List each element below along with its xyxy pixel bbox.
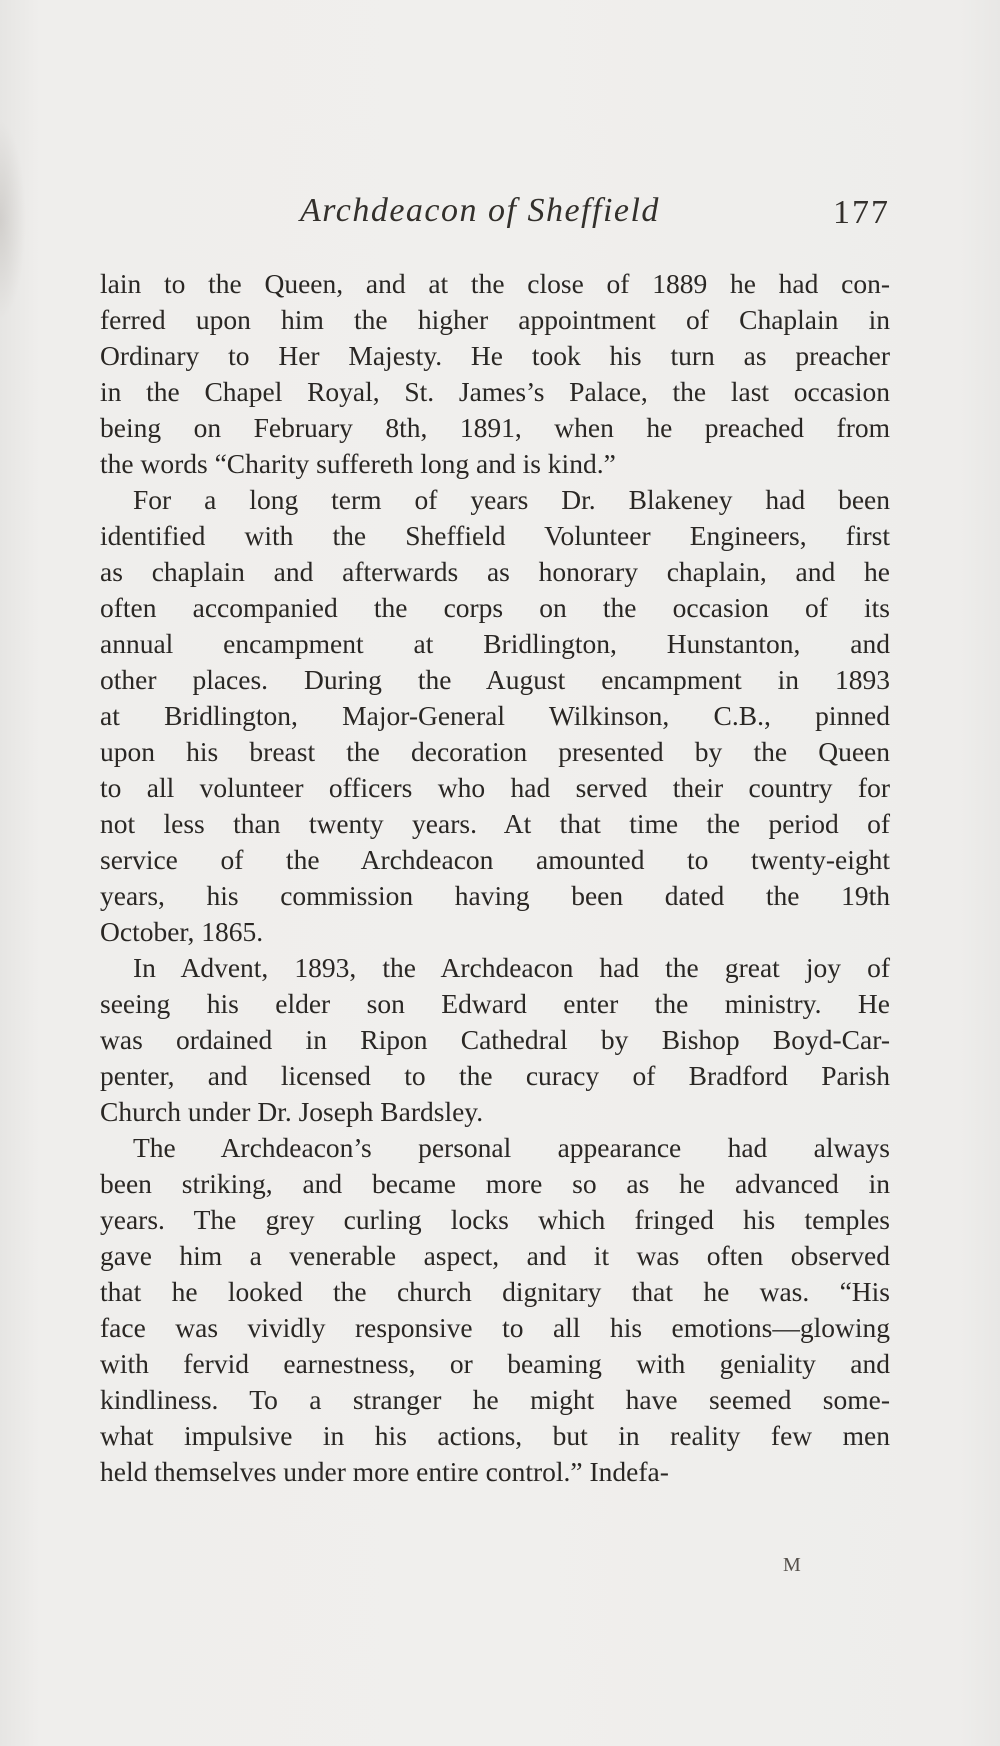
text-line: years. The grey curling locks which fringed his temples — [100, 1204, 890, 1235]
text-line: years, his commission having been dated the 19th — [100, 880, 890, 911]
body-text — [100, 266, 890, 1490]
text-line: In Advent, 1893, the Archdeacon had the great joy of — [133, 952, 890, 983]
text-line: been striking, and became more so as he advanced in — [100, 1168, 890, 1199]
paragraph — [100, 950, 890, 1130]
text-line: identified with the Sheffield Volunteer Engineers, first — [100, 520, 890, 551]
text-line: face was vividly responsive to all his emotions—glowing — [100, 1312, 890, 1343]
running-head — [100, 192, 890, 242]
text-line: at Bridlington, Major-General Wilkinson, C.B., pinned — [100, 700, 890, 731]
text-line: was ordained in Ripon Cathedral by Bishop Boyd-Car- — [100, 1024, 890, 1055]
text-line: in the Chapel Royal, St. James’s Palace, the last occasion — [100, 376, 890, 407]
text-line: being on February 8th, 1891, when he preached from — [100, 412, 890, 443]
signature-mark: M — [783, 1554, 802, 1576]
page-number: 177 — [833, 194, 890, 231]
text-line: Ordinary to Her Majesty. He took his turn as preacher — [100, 340, 890, 371]
text-line: the words “Charity suffereth long and is kind.” — [100, 448, 616, 479]
text-line: often accompanied the corps on the occasion of its — [100, 592, 890, 623]
text-line: upon his breast the decoration presented by the Queen — [100, 736, 890, 767]
text-line: annual encampment at Bridlington, Hunstanton, and — [100, 628, 890, 659]
text-line: For a long term of years Dr. Blakeney had been — [133, 484, 890, 515]
text-line: seeing his elder son Edward enter the ministry. He — [100, 988, 890, 1019]
text-line: lain to the Queen, and at the close of 1889 he had con- — [100, 268, 890, 299]
text-line: as chaplain and afterwards as honorary chaplain, and he — [100, 556, 890, 587]
text-line: to all volunteer officers who had served their country for — [100, 772, 890, 803]
page-edge-shadow — [0, 120, 26, 320]
text-line: Church under Dr. Joseph Bardsley. — [100, 1096, 484, 1127]
text-line: penter, and licensed to the curacy of Bradford Parish — [100, 1060, 890, 1091]
text-line: service of the Archdeacon amounted to twenty-eight — [100, 844, 890, 875]
text-line: October, 1865. — [100, 916, 264, 947]
text-line: other places. During the August encampment in 1893 — [100, 664, 890, 695]
text-line: what impulsive in his actions, but in reality few men — [100, 1420, 890, 1451]
text-line: not less than twenty years. At that time the period of — [100, 808, 890, 839]
text-line: with fervid earnestness, or beaming with geniality and — [100, 1348, 890, 1379]
running-title: Archdeacon of Sheffield — [300, 192, 660, 229]
paragraph — [100, 266, 890, 482]
paragraph — [100, 1130, 890, 1490]
text-line: ferred upon him the higher appointment of Chaplain in — [100, 304, 890, 335]
text-line: The Archdeacon’s personal appearance had always — [133, 1132, 890, 1163]
text-line: kindliness. To a stranger he might have seemed some- — [100, 1384, 890, 1415]
text-line: that he looked the church dignitary that he was. “His — [100, 1276, 890, 1307]
text-line: held themselves under more entire control.” Indefa- — [100, 1456, 669, 1487]
paragraph — [100, 482, 890, 950]
text-line: gave him a venerable aspect, and it was often observed — [100, 1240, 890, 1271]
